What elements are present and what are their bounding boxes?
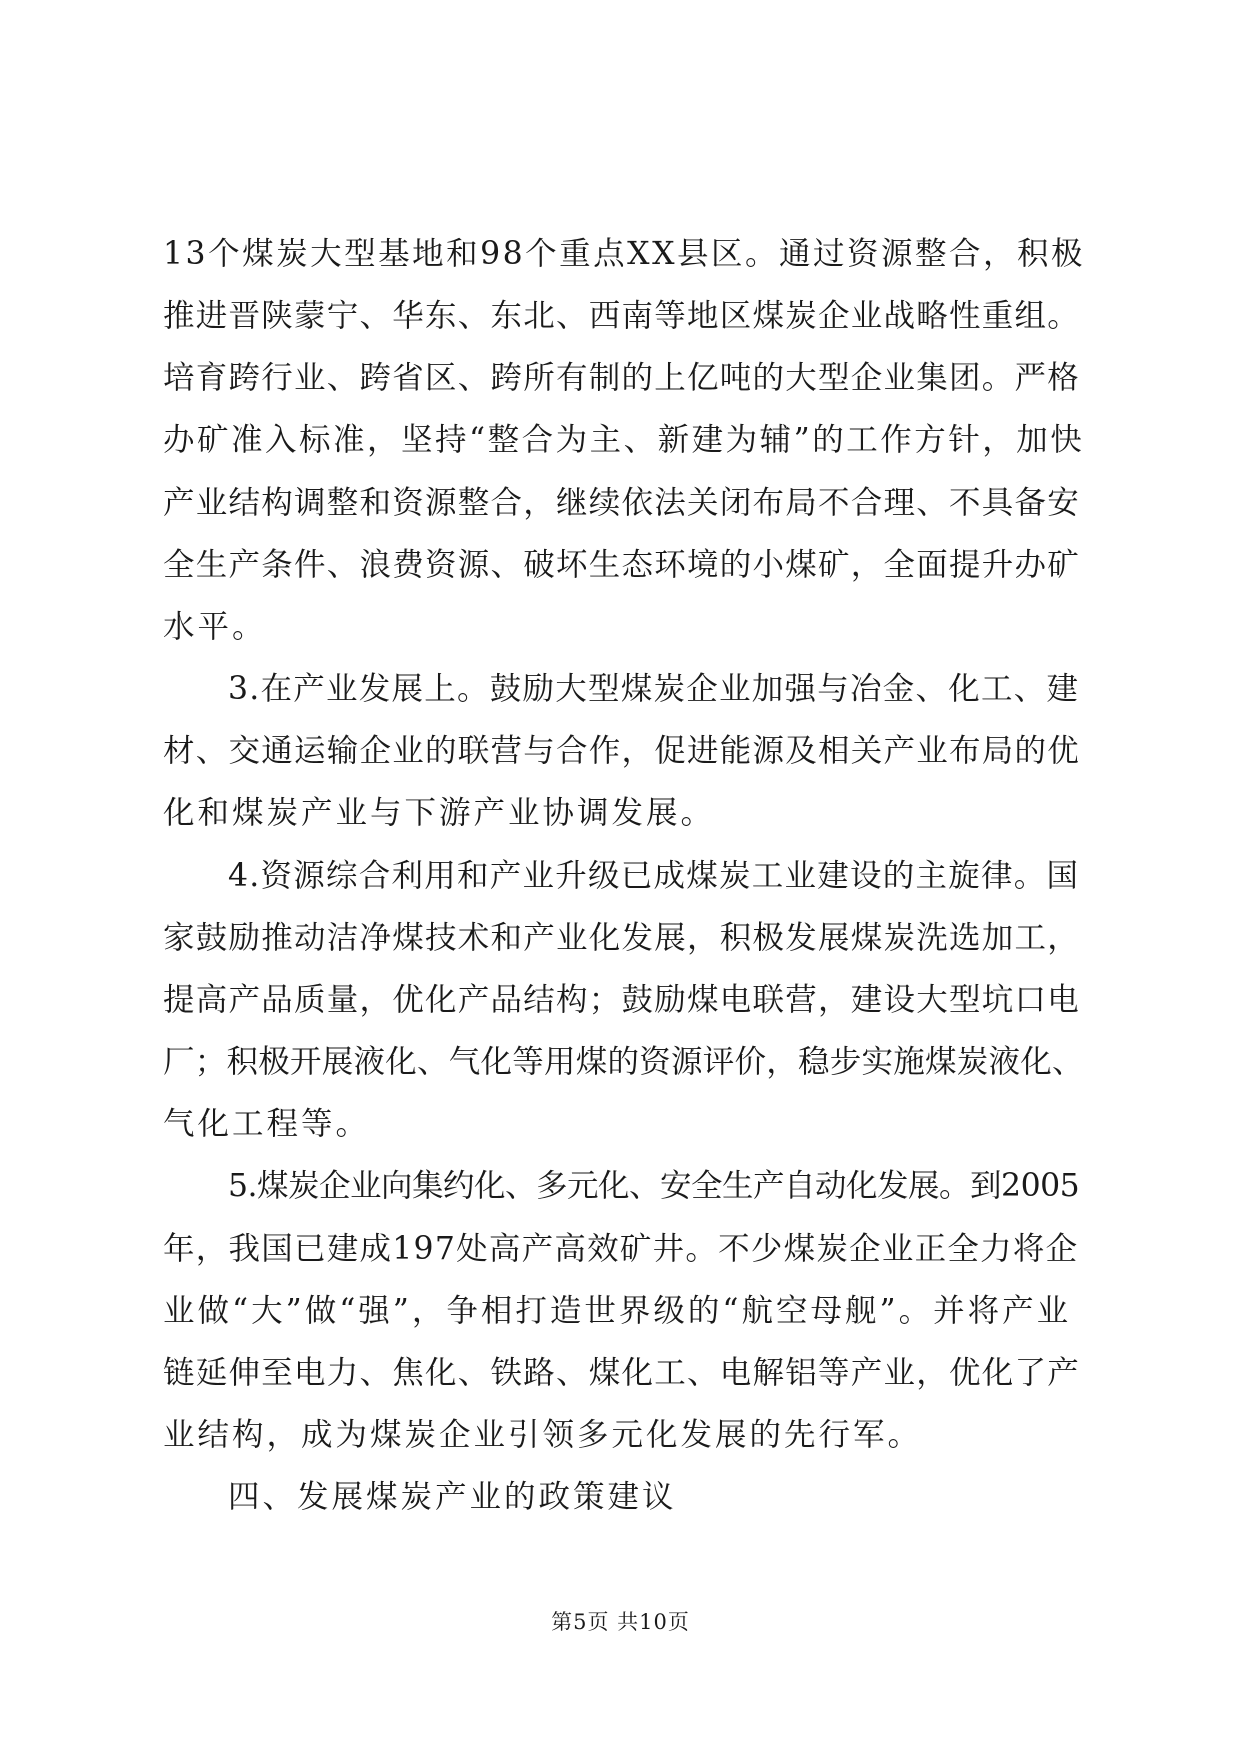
text-line: 气化工程等。 — [163, 1106, 371, 1142]
section-heading: 四、发展煤炭产业的政策建议 — [228, 1479, 677, 1515]
text-line: 业结构，成为煤炭企业引领多元化发展的先行军。 — [163, 1417, 923, 1453]
text-line: 水平。 — [163, 609, 267, 645]
text-line: 3.在产业发展上。鼓励大型煤炭企业加强与冶金、化工、建 — [228, 671, 1080, 707]
text-line: 厂；积极开展液化、气化等用煤的资源评价，稳步实施煤炭液化、 — [163, 1044, 1084, 1080]
text-line: 链延伸至电力、焦化、铁路、煤化工、电解铝等产业，优化了产 — [163, 1355, 1081, 1391]
text-line: 化和煤炭产业与下游产业协调发展。 — [163, 795, 716, 831]
text-line: 产业结构调整和资源整合，继续依法关闭布局不合理、不具备安 — [163, 485, 1081, 521]
text-line: 办矿准入标准，坚持“整合为主、新建为辅”的工作方针，加快 — [163, 422, 1085, 458]
text-line: 材、交通运输企业的联营与合作，促进能源及相关产业布局的优 — [163, 733, 1081, 769]
text-line: 全生产条件、浪费资源、破坏生态环境的小煤矿，全面提升办矿 — [163, 547, 1081, 583]
text-line: 5.煤炭企业向集约化、多元化、安全生产自动化发展。到2005 — [228, 1168, 1080, 1204]
text-line: 4.资源综合利用和产业升级已成煤炭工业建设的主旋律。国 — [228, 858, 1080, 894]
text-line: 业做“大”做“强”，争相打造世界级的“航空母舰”。并将产业 — [163, 1293, 1072, 1329]
text-line: 年，我国已建成197处高产高效矿井。不少煤炭企业正全力将企 — [163, 1231, 1079, 1267]
text-line: 家鼓励推动洁净煤技术和产业化发展，积极发展煤炭洗选加工， — [163, 920, 1081, 956]
text-line: 13个煤炭大型基地和98个重点XX县区。通过资源整合，积极 — [163, 236, 1086, 272]
text-line: 提高产品质量，优化产品结构；鼓励煤电联营，建设大型坑口电 — [163, 982, 1081, 1018]
text-line: 推进晋陕蒙宁、华东、东北、西南等地区煤炭企业战略性重组。 — [163, 298, 1081, 334]
page-footer: 第5页 共10页 — [551, 1610, 690, 1634]
text-line: 培育跨行业、跨省区、跨所有制的上亿吨的大型企业集团。严格 — [163, 360, 1081, 396]
